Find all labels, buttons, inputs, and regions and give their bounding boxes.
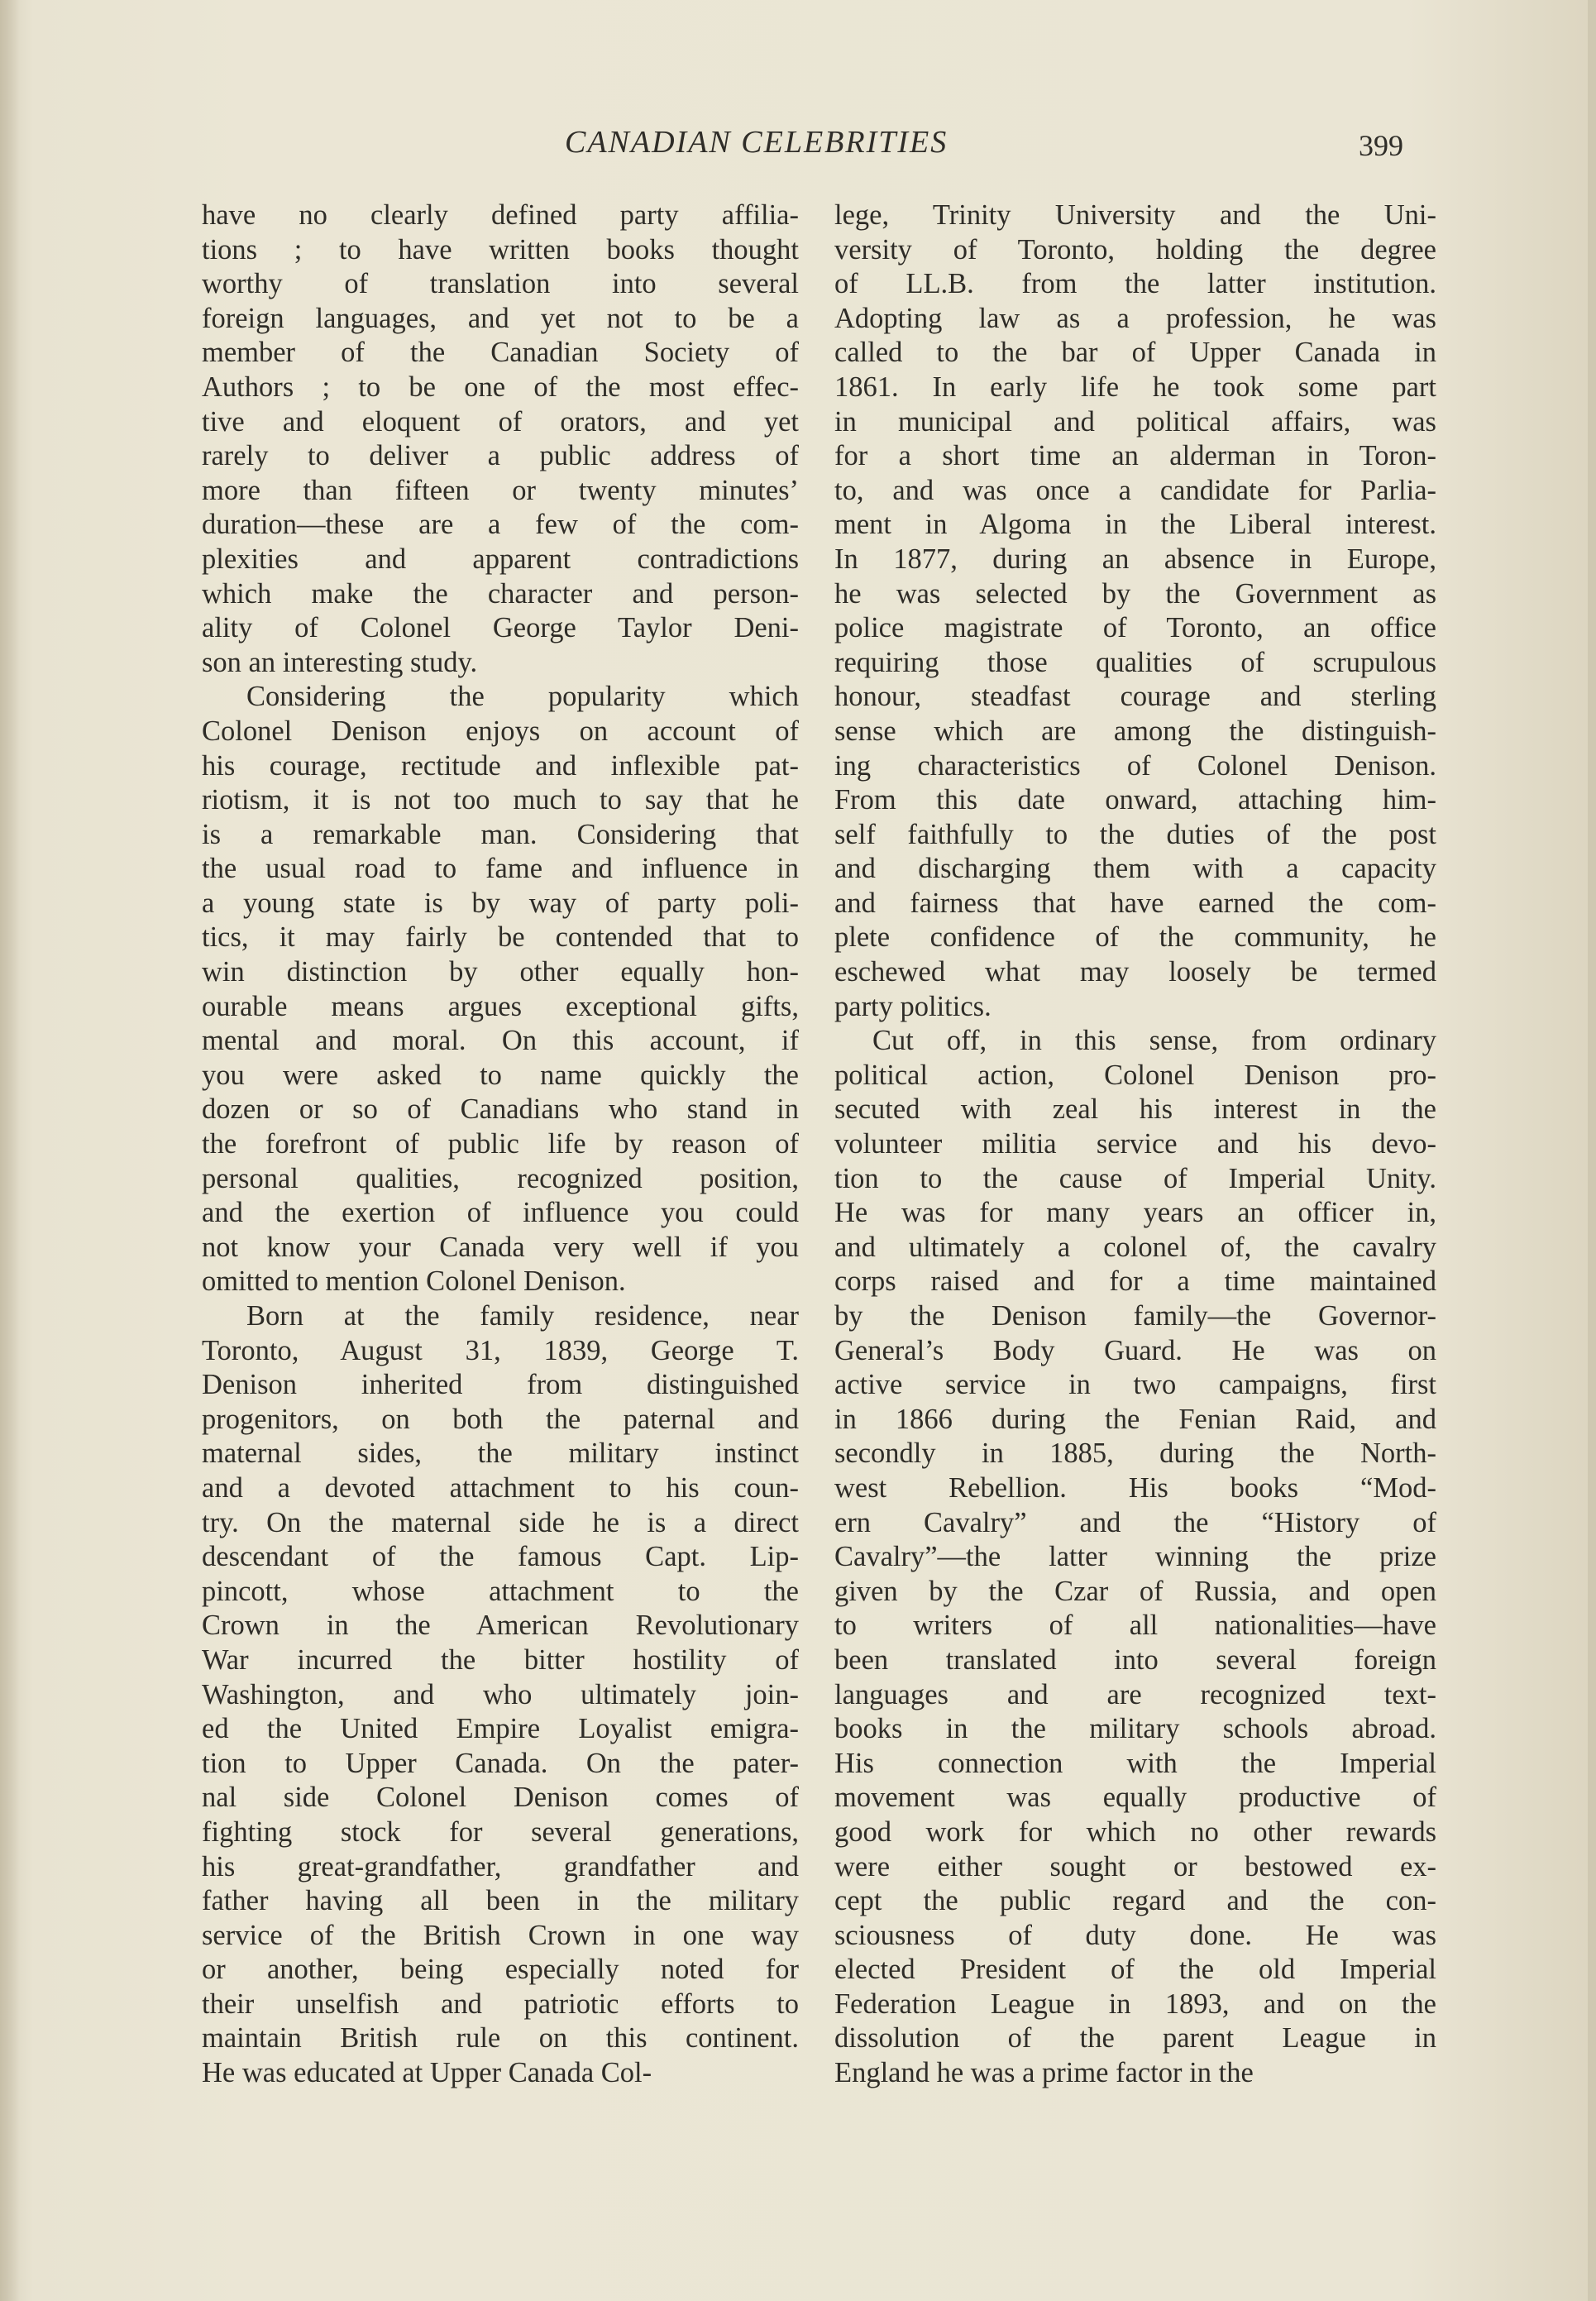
text-line: called to the bar of Upper Canada in xyxy=(834,337,1436,369)
text-line: foreign languages, and yet not to be a xyxy=(202,302,799,334)
text-line: or another, being especially noted for xyxy=(202,1954,799,1986)
text-line: pincott, whose attachment to the xyxy=(202,1575,799,1607)
text-line: you were asked to name quickly the xyxy=(202,1059,799,1091)
text-line: secuted with zeal his interest in the xyxy=(834,1093,1436,1126)
text-line: to, and was once a candidate for Parlia- xyxy=(834,474,1436,506)
text-line: He was educated at Upper Canada Col- xyxy=(202,2057,652,2089)
text-line: ing characteristics of Colonel Denison. xyxy=(834,749,1436,782)
text-line: and discharging them with a capacity xyxy=(834,853,1436,885)
left-text-column xyxy=(202,199,799,2091)
text-line: given by the Czar of Russia, and open xyxy=(834,1575,1436,1607)
text-line: Considering the popularity which xyxy=(246,681,799,713)
text-line: their unselfish and patriotic efforts to xyxy=(202,1988,799,2020)
text-line: sciousness of duty done. He was xyxy=(834,1919,1436,1951)
text-line: eschewed what may loosely be termed xyxy=(834,956,1436,988)
text-line: and a devoted attachment to his coun- xyxy=(202,1471,799,1504)
page-header xyxy=(0,124,1596,174)
text-line: Cut off, in this sense, from ordinary xyxy=(872,1025,1436,1057)
text-line: His connection with the Imperial xyxy=(834,1747,1436,1779)
text-line: volunteer militia service and his devo- xyxy=(834,1128,1436,1160)
text-line: dissolution of the parent League in xyxy=(834,2022,1436,2055)
text-line: progenitors, on both the paternal and xyxy=(202,1403,799,1435)
text-line: From this date onward, attaching him- xyxy=(834,784,1436,816)
text-line: nal side Colonel Denison comes of xyxy=(202,1782,799,1814)
text-line: the usual road to fame and influence in xyxy=(202,853,799,885)
text-line: member of the Canadian Society of xyxy=(202,337,799,369)
text-line: and the exertion of influence you could xyxy=(202,1197,799,1229)
text-line: party politics. xyxy=(834,990,992,1022)
text-line: worthy of translation into several xyxy=(202,268,799,300)
text-line: mental and moral. On this account, if xyxy=(202,1025,799,1057)
page-edge xyxy=(1588,0,1596,2301)
text-line: a young state is by way of party poli- xyxy=(202,887,799,919)
text-line: police magistrate of Toronto, an office xyxy=(834,612,1436,644)
text-line: west Rebellion. His books “Mod- xyxy=(834,1471,1436,1504)
text-line: requiring those qualities of scrupulous xyxy=(834,646,1436,678)
text-line: tive and eloquent of orators, and yet xyxy=(202,405,799,438)
right-text-column xyxy=(834,199,1436,2091)
text-line: personal qualities, recognized position, xyxy=(202,1162,799,1194)
text-line: tion to the cause of Imperial Unity. xyxy=(834,1162,1436,1194)
page-number: 399 xyxy=(1359,129,1403,162)
text-line: ern Cavalry” and the “History of xyxy=(834,1506,1436,1538)
text-line: fighting stock for several generations, xyxy=(202,1815,799,1848)
text-line: win distinction by other equally hon- xyxy=(202,956,799,988)
text-line: rarely to deliver a public address of xyxy=(202,440,799,472)
text-line: for a short time an alderman in Toron- xyxy=(834,440,1436,472)
spine-shadow xyxy=(0,0,20,2301)
text-line: service of the British Crown in one way xyxy=(202,1919,799,1951)
text-line: son an interesting study. xyxy=(202,646,478,678)
text-line: maternal sides, the military instinct xyxy=(202,1438,799,1470)
text-line: Denison inherited from distinguished xyxy=(202,1369,799,1401)
text-line: languages and are recognized text- xyxy=(834,1678,1436,1710)
text-line: General’s Body Guard. He was on xyxy=(834,1334,1436,1366)
text-line: tion to Upper Canada. On the pater- xyxy=(202,1747,799,1779)
text-line: have no clearly defined party affilia- xyxy=(202,199,799,231)
text-line: Born at the family residence, near xyxy=(246,1300,799,1332)
text-line: try. On the maternal side he is a direct xyxy=(202,1506,799,1538)
text-line: is a remarkable man. Considering that xyxy=(202,818,799,850)
text-line: were either sought or bestowed ex- xyxy=(834,1850,1436,1882)
text-line: and ultimately a colonel of, the cavalry xyxy=(834,1231,1436,1263)
text-line: plete confidence of the community, he xyxy=(834,921,1436,954)
text-line: In 1877, during an absence in Europe, xyxy=(834,543,1436,575)
text-line: which make the character and person- xyxy=(202,577,799,610)
text-line: descendant of the famous Capt. Lip- xyxy=(202,1541,799,1573)
text-line: Washington, and who ultimately join- xyxy=(202,1678,799,1710)
text-line: tics, it may fairly be contended that to xyxy=(202,921,799,954)
text-line: more than fifteen or twenty minutes’ xyxy=(202,474,799,506)
text-line: Colonel Denison enjoys on account of xyxy=(202,715,799,747)
text-line: ourable means argues exceptional gifts, xyxy=(202,990,799,1022)
text-line: versity of Toronto, holding the degree xyxy=(834,233,1436,266)
text-line: honour, steadfast courage and sterling xyxy=(834,681,1436,713)
text-line: of LL.B. from the latter institution. xyxy=(834,268,1436,300)
text-line: riotism, it is not too much to say that he xyxy=(202,784,799,816)
text-line: War incurred the bitter hostility of xyxy=(202,1643,799,1676)
text-line: father having all been in the military xyxy=(202,1885,799,1917)
text-line: good work for which no other rewards xyxy=(834,1815,1436,1848)
text-line: ment in Algoma in the Liberal interest. xyxy=(834,509,1436,541)
text-line: He was for many years an officer in, xyxy=(834,1197,1436,1229)
text-line: his great-grandfather, grandfather and xyxy=(202,1850,799,1882)
text-line: in 1866 during the Fenian Raid, and xyxy=(834,1403,1436,1435)
text-line: and fairness that have earned the com- xyxy=(834,887,1436,919)
text-line: Crown in the American Revolutionary xyxy=(202,1610,799,1642)
text-line: the forefront of public life by reason of xyxy=(202,1128,799,1160)
text-line: active service in two campaigns, first xyxy=(834,1369,1436,1401)
text-line: tions ; to have written books thought xyxy=(202,233,799,266)
text-line: omitted to mention Colonel Denison. xyxy=(202,1265,626,1298)
text-line: movement was equally productive of xyxy=(834,1782,1436,1814)
text-line: 1861. In early life he took some part xyxy=(834,371,1436,403)
text-line: not know your Canada very well if you xyxy=(202,1231,799,1263)
text-line: political action, Colonel Denison pro- xyxy=(834,1059,1436,1091)
text-line: secondly in 1885, during the North- xyxy=(834,1438,1436,1470)
text-line: in municipal and political affairs, was xyxy=(834,405,1436,438)
text-line: Authors ; to be one of the most effec- xyxy=(202,371,799,403)
text-line: cept the public regard and the con- xyxy=(834,1885,1436,1917)
text-line: sense which are among the distinguish- xyxy=(834,715,1436,747)
text-line: Adopting law as a profession, he was xyxy=(834,302,1436,334)
running-title: CANADIAN CELEBRITIES xyxy=(565,125,949,160)
text-line: maintain British rule on this continent. xyxy=(202,2022,799,2055)
text-line: plexities and apparent contradictions xyxy=(202,543,799,575)
text-line: to writers of all nationalities—have xyxy=(834,1610,1436,1642)
text-line: dozen or so of Canadians who stand in xyxy=(202,1093,799,1126)
text-line: his courage, rectitude and inflexible pat- xyxy=(202,749,799,782)
text-line: been translated into several foreign xyxy=(834,1643,1436,1676)
text-line: Cavalry”—the latter winning the prize xyxy=(834,1541,1436,1573)
text-line: self faithfully to the duties of the post xyxy=(834,818,1436,850)
text-line: ed the United Empire Loyalist emigra- xyxy=(202,1713,799,1745)
text-line: England he was a prime factor in the xyxy=(834,2057,1254,2089)
text-line: books in the military schools abroad. xyxy=(834,1713,1436,1745)
text-line: lege, Trinity University and the Uni- xyxy=(834,199,1436,231)
text-line: Toronto, August 31, 1839, George T. xyxy=(202,1334,799,1366)
text-line: duration—these are a few of the com- xyxy=(202,509,799,541)
text-line: Federation League in 1893, and on the xyxy=(834,1988,1436,2020)
text-line: ality of Colonel George Taylor Deni- xyxy=(202,612,799,644)
text-line: corps raised and for a time maintained xyxy=(834,1265,1436,1298)
text-line: by the Denison family—the Governor- xyxy=(834,1300,1436,1332)
text-line: elected President of the old Imperial xyxy=(834,1954,1436,1986)
text-line: he was selected by the Government as xyxy=(834,577,1436,610)
